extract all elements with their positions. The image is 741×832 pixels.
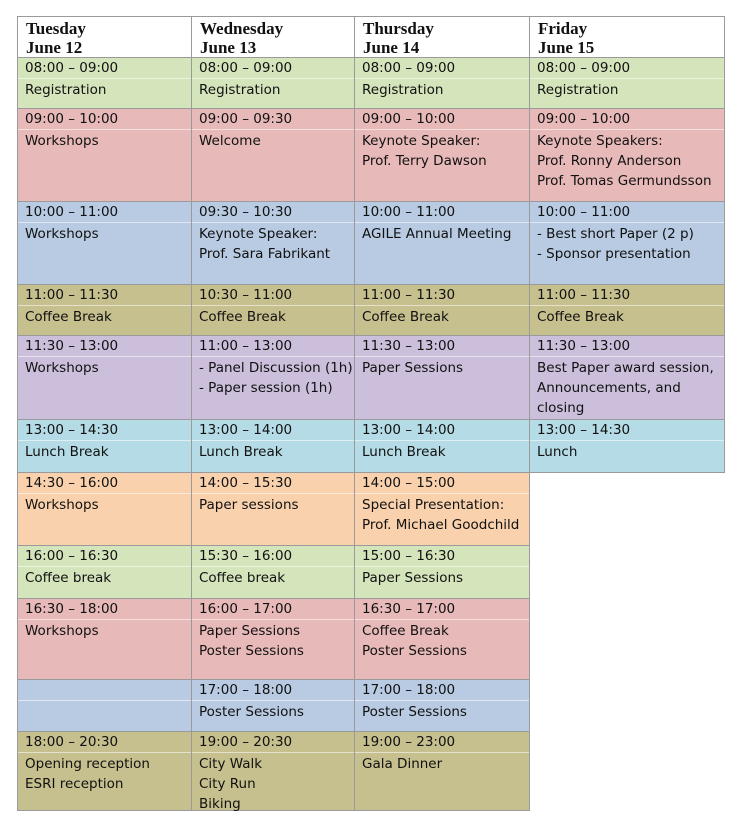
slot-time: 09:00 – 09:30 [192,109,354,130]
slot-time: 16:00 – 17:00 [192,599,354,620]
slot-line: Coffee Break [25,309,112,325]
slot-time: 09:00 – 10:00 [530,109,724,130]
slot-time: 11:30 – 13:00 [530,336,724,357]
slot-time: 17:00 – 18:00 [355,680,529,701]
slot-line: Coffee Break [362,623,449,639]
schedule-slot [191,472,355,546]
slot-line: closing [537,400,585,416]
schedule-slot [354,419,530,473]
slot-line: ESRI reception [25,776,124,792]
slot-time: 09:00 – 10:00 [355,109,529,130]
slot-time: 10:30 – 11:00 [192,285,354,306]
slot-line: Prof. Sara Fabrikant [199,246,331,262]
schedule-slot [529,284,725,336]
slot-time: 13:00 – 14:00 [192,420,354,441]
slot-time: 13:00 – 14:30 [530,420,724,441]
slot-line: Prof. Terry Dawson [362,153,487,169]
slot-line: Welcome [199,133,261,149]
slot-time [18,680,191,701]
slot-line: Workshops [25,360,99,376]
slot-time: 11:00 – 11:30 [18,285,191,306]
slot-time: 08:00 – 09:00 [355,58,529,79]
schedule-slot [354,201,530,285]
slot-time: 08:00 – 09:00 [192,58,354,79]
slot-line: Poster Sessions [362,643,467,659]
schedule-slot [354,731,530,811]
slot-time: 11:30 – 13:00 [18,336,191,357]
header-thursday [354,16,530,58]
slot-line: Registration [25,82,107,98]
slot-time: 08:00 – 09:00 [530,58,724,79]
slot-time: 14:30 – 16:00 [18,473,191,494]
schedule-slot [354,598,530,680]
schedule-slot [191,335,355,420]
slot-line: Special Presentation: [362,497,505,513]
slot-time: 15:00 – 16:30 [355,546,529,567]
schedule-slot [17,419,192,473]
slot-line: Coffee break [199,570,286,586]
slot-time: 19:00 – 20:30 [192,732,354,753]
schedule-slot [17,731,192,811]
slot-line: Paper Sessions [362,570,464,586]
slot-line: Registration [362,82,444,98]
slot-line: Workshops [25,623,99,639]
slot-line: Registration [537,82,619,98]
slot-line: Keynote Speakers: [537,133,663,149]
slot-time: 08:00 – 09:00 [18,58,191,79]
header-date: June 12 [26,38,83,57]
header-date: June 15 [538,38,595,57]
slot-time: 16:30 – 18:00 [18,599,191,620]
slot-line: - Best short Paper (2 p) [537,226,694,242]
schedule-slot [529,201,725,285]
slot-time: 15:30 – 16:00 [192,546,354,567]
slot-line: City Run [199,776,256,792]
slot-line: Lunch Break [25,444,109,460]
slot-time: 10:00 – 11:00 [355,202,529,223]
schedule-slot [354,472,530,546]
slot-line: Poster Sessions [362,704,467,720]
slot-time: 11:00 – 13:00 [192,336,354,357]
slot-line: Gala Dinner [362,756,443,772]
schedule-slot [17,545,192,599]
slot-line: - Paper session (1h) [199,380,333,396]
schedule-slot [191,57,355,109]
slot-line: Paper Sessions [362,360,464,376]
slot-line: Paper sessions [199,497,299,513]
slot-line: City Walk [199,756,263,772]
schedule-slot [529,57,725,109]
slot-time: 14:00 – 15:00 [355,473,529,494]
slot-line: Lunch Break [199,444,283,460]
header-date: June 14 [363,38,420,57]
slot-time: 11:30 – 13:00 [355,336,529,357]
schedule-slot [354,57,530,109]
slot-line: AGILE Annual Meeting [362,226,512,242]
schedule-slot [191,419,355,473]
slot-line: Biking [199,796,241,812]
schedule-slot [191,284,355,336]
schedule-slot [354,545,530,599]
slot-line: Paper Sessions [199,623,301,639]
slot-time: 14:00 – 15:30 [192,473,354,494]
slot-line: Registration [199,82,281,98]
slot-line: Lunch Break [362,444,446,460]
slot-line: Keynote Speaker: [199,226,318,242]
slot-time: 18:00 – 20:30 [18,732,191,753]
slot-time: 11:00 – 11:30 [530,285,724,306]
header-wednesday [191,16,355,58]
schedule-slot [354,679,530,732]
schedule-slot [17,472,192,546]
slot-time: 11:00 – 11:30 [355,285,529,306]
schedule-slot [529,335,725,420]
slot-line: Workshops [25,497,99,513]
slot-line: - Panel Discussion (1h) [199,360,353,376]
slot-line: Prof. Michael Goodchild [362,517,520,533]
schedule-slot [17,284,192,336]
slot-line: Keynote Speaker: [362,133,481,149]
slot-time: 16:30 – 17:00 [355,599,529,620]
schedule-slot [529,419,725,473]
slot-line: Workshops [25,226,99,242]
slot-line: Coffee break [25,570,112,586]
schedule-slot [17,335,192,420]
schedule-slot [17,108,192,202]
slot-time: 17:00 – 18:00 [192,680,354,701]
schedule-slot [191,201,355,285]
slot-line: Best Paper award session, [537,360,714,376]
slot-time: 09:30 – 10:30 [192,202,354,223]
slot-time: 16:00 – 16:30 [18,546,191,567]
slot-line: Prof. Tomas Germundsson [537,173,712,189]
schedule-slot [191,598,355,680]
header-date: June 13 [200,38,257,57]
schedule-slot-empty [17,679,192,732]
slot-line: Coffee Break [199,309,286,325]
schedule-slot [529,108,725,202]
slot-line: Opening reception [25,756,150,772]
schedule-slot [191,108,355,202]
slot-time: 13:00 – 14:30 [18,420,191,441]
slot-line: Poster Sessions [199,704,304,720]
slot-time: 10:00 – 11:00 [18,202,191,223]
slot-line: Poster Sessions [199,643,304,659]
slot-line: Coffee Break [537,309,624,325]
schedule-slot [354,284,530,336]
header-day: Friday [538,19,588,38]
schedule-slot [191,679,355,732]
slot-line: - Sponsor presentation [537,246,691,262]
header-friday [529,16,725,58]
header-day: Wednesday [200,19,284,38]
header-day: Tuesday [26,19,86,38]
slot-line: Coffee Break [362,309,449,325]
schedule-slot [354,108,530,202]
header-day: Thursday [363,19,434,38]
schedule-slot [17,57,192,109]
slot-time: 09:00 – 10:00 [18,109,191,130]
schedule-slot [17,201,192,285]
schedule-slot [191,545,355,599]
slot-time: 10:00 – 11:00 [530,202,724,223]
schedule-slot [354,335,530,420]
slot-line: Workshops [25,133,99,149]
slot-line: Prof. Ronny Anderson [537,153,682,169]
slot-time: 19:00 – 23:00 [355,732,529,753]
slot-line: Announcements, and [537,380,681,396]
header-tuesday [17,16,192,58]
schedule-slot [191,731,355,811]
slot-time: 13:00 – 14:00 [355,420,529,441]
slot-line: Lunch [537,444,578,460]
schedule-slot [17,598,192,680]
